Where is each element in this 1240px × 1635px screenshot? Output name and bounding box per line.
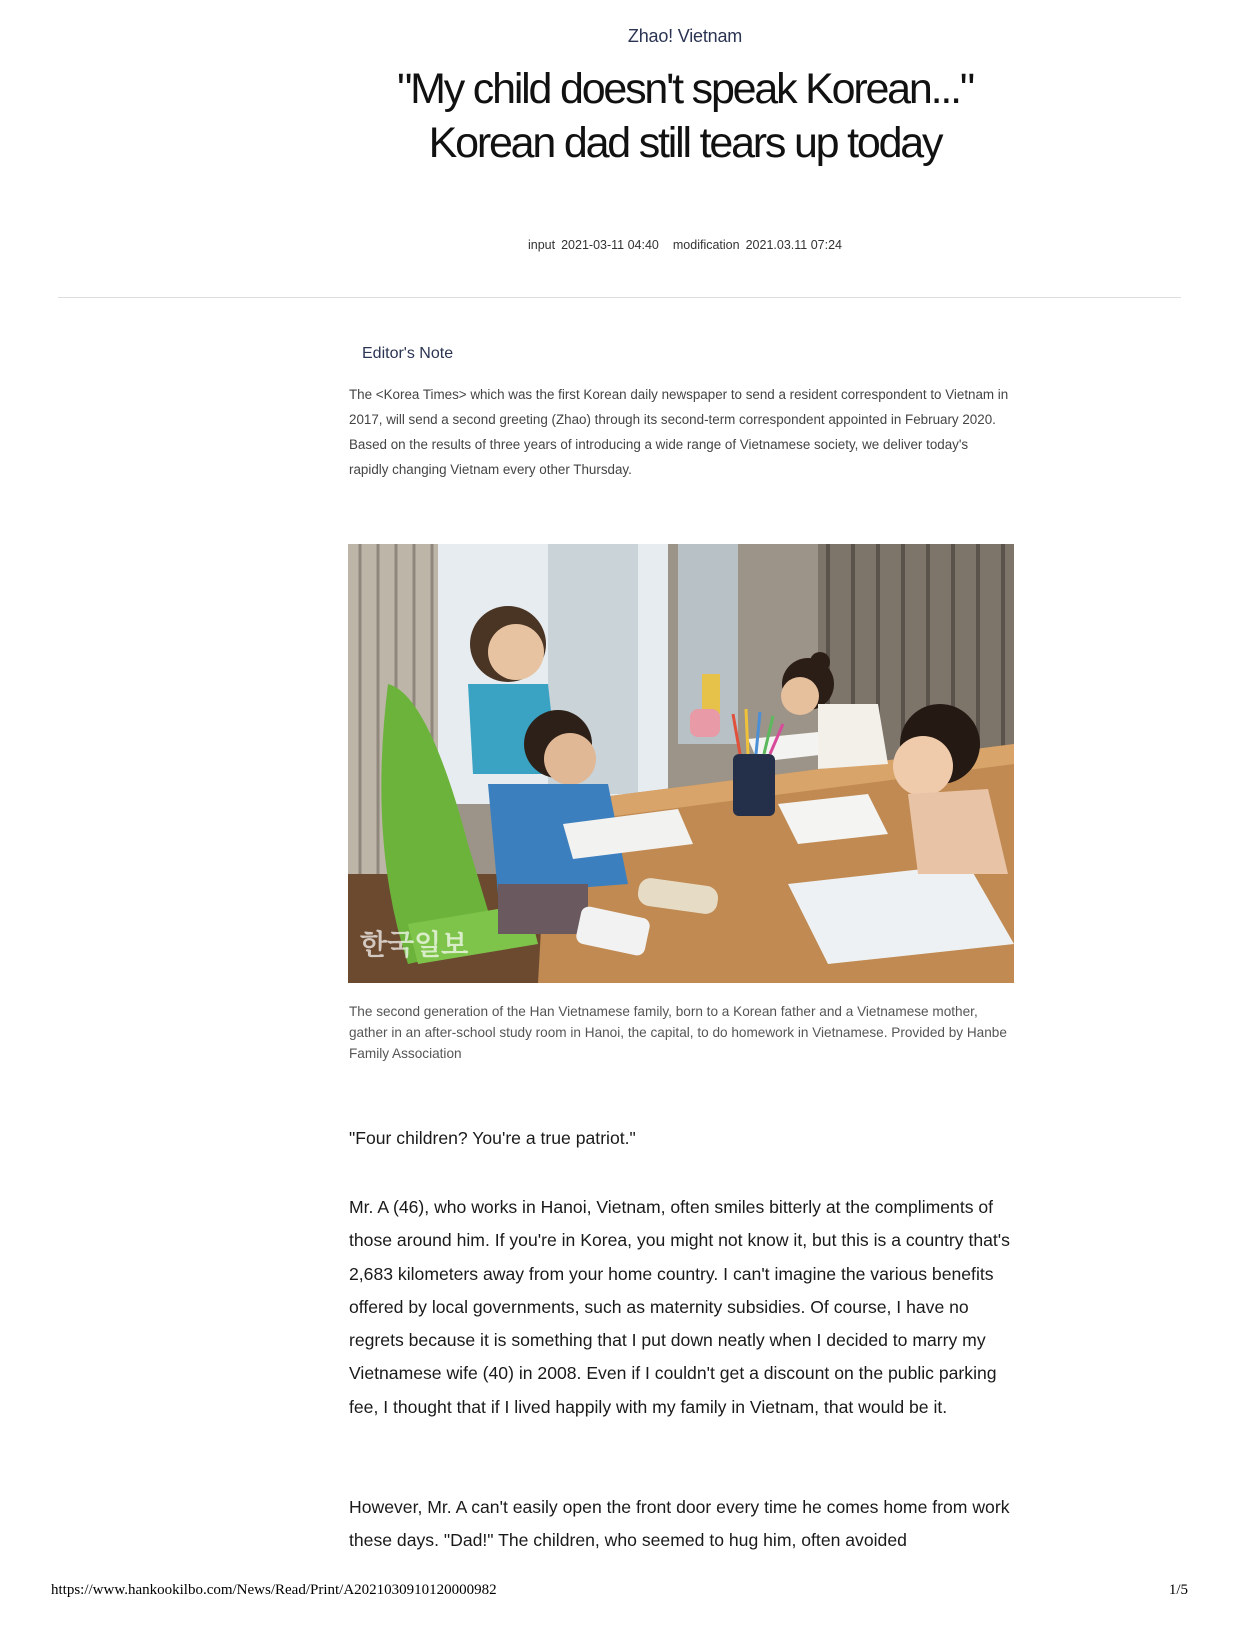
headline: "My child doesn't speak Korean..." Korean dad still tears up today <box>397 65 973 167</box>
section-label[interactable]: Zhao! Vietnam <box>627 26 743 46</box>
body-paragraph-2: However, Mr. A can't easily open the front door every time he comes home from work these days. "Dad!" The children, who seemed to hug him, often avoided <box>349 1497 1010 1551</box>
body-quote: "Four children? You're a true patriot." <box>349 1128 636 1148</box>
input-date: 2021-03-11 04:40 <box>561 238 659 252</box>
modification-date: 2021.03.11 07:24 <box>745 238 842 252</box>
modification-label: modification <box>672 238 740 252</box>
editors-note-heading: Editor's Note <box>362 345 454 362</box>
photo-watermark: 한국일보 <box>360 928 469 961</box>
article-dates <box>0 238 1240 252</box>
editors-note-body: The <Korea Times> which was the first Korean daily newspaper to send a resident correspondent to Vietnam in 2017, will send a second greeting (Zhao) through its second-term correspondent appointed in February 2020. Based on the results of three years of introducing a wide range of Vietnamese society, we deliver today's rapidly changing Vietnam every other Thursday. <box>349 387 1009 477</box>
footer-url[interactable]: https://www.hankookilbo.com/News/Read/Print/A2021030910120000982 <box>51 1582 497 1598</box>
article-photo <box>348 544 1014 983</box>
photo-caption: The second generation of the Han Vietnamese family, born to a Korean father and a Vietnamese mother, gather in an after-school study room in Hanoi, the capital, to do homework in Vietnamese. Provided by Hanbe Family Association <box>349 1004 1007 1061</box>
footer-page-number: 1/5 <box>1168 1582 1188 1598</box>
input-label: input <box>528 238 556 252</box>
header-divider <box>58 297 1181 298</box>
body-paragraph-1: Mr. A (46), who works in Hanoi, Vietnam, often smiles bitterly at the compliments of those around him. If you're in Korea, you might not know it, but this is a country that's 2,683 kilometers away from your home country. I can't imagine the various benefits offered by local governments, such as maternity subsidies. Of course, I have no regrets because it is something that I put down neatly when I decided to marry my Vietnamese wife (40) in 2008. Even if I couldn't get a discount on the public parking fee, I thought that if I lived happily with my family in Vietnam, that would be it. <box>349 1197 1010 1417</box>
